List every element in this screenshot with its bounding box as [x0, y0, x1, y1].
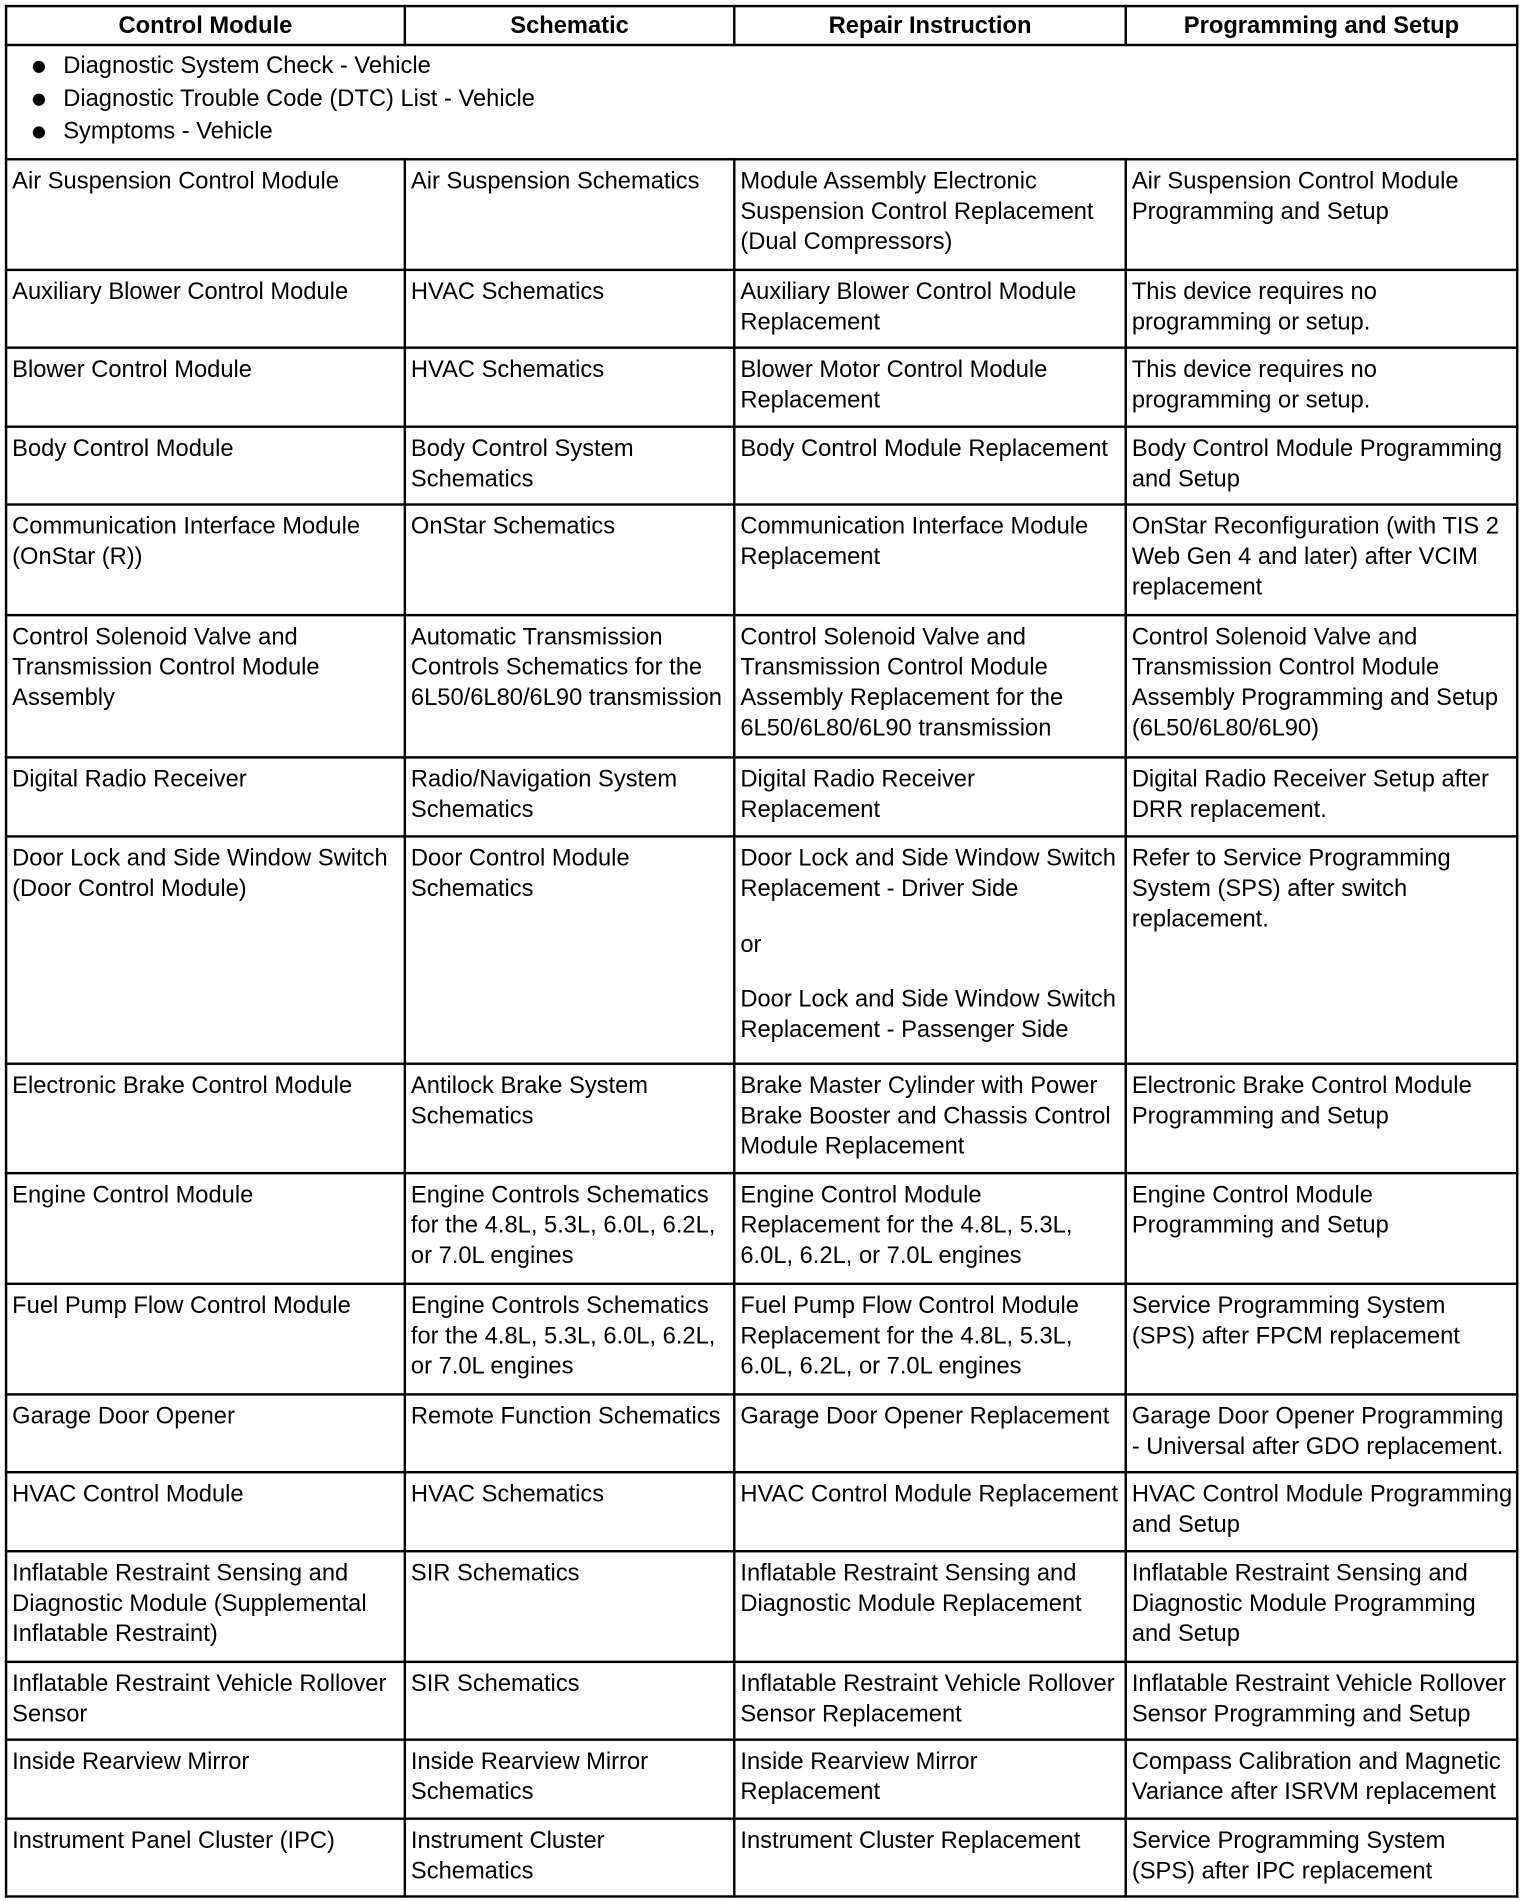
repair-cell: Body Control Module Replacement — [734, 426, 1125, 504]
table-row — [6, 1174, 1517, 1284]
table-row — [6, 270, 1517, 348]
programming-cell: Air Suspension Control Module Programming and Setup — [1126, 159, 1517, 269]
module-cell: Engine Control Module — [6, 1174, 405, 1284]
schematic-cell: Instrument Cluster Schematics — [405, 1818, 734, 1896]
table-row — [6, 1394, 1517, 1472]
repair-cell: Garage Door Opener Replacement — [734, 1394, 1125, 1472]
schematic-cell: Remote Function Schematics — [405, 1394, 734, 1472]
module-cell: Inside Rearview Mirror — [6, 1740, 405, 1818]
intro-row — [6, 45, 1517, 159]
module-cell: Inflatable Restraint Vehicle Rollover Sensor — [6, 1661, 405, 1739]
table-row — [6, 1473, 1517, 1551]
table-header-row — [6, 6, 1517, 45]
repair-cell: HVAC Control Module Replacement — [734, 1473, 1125, 1551]
programming-cell: Control Solenoid Valve and Transmission Control Module Assembly Programming and Setup (6L50/6L80/6L90) — [1126, 615, 1517, 758]
programming-cell: Inflatable Restraint Vehicle Rollover Sensor Programming and Setup — [1126, 1661, 1517, 1739]
repair-cell: Instrument Cluster Replacement — [734, 1818, 1125, 1896]
control-module-table — [5, 5, 1519, 1898]
module-cell: Control Solenoid Valve and Transmission Control Module Assembly — [6, 615, 405, 758]
table-row — [6, 1661, 1517, 1739]
module-cell: Inflatable Restraint Sensing and Diagnostic Module (Supplemental Inflatable Restraint) — [6, 1551, 405, 1661]
schematic-cell: HVAC Schematics — [405, 270, 734, 348]
bullet-icon — [33, 60, 45, 72]
table-row — [6, 1284, 1517, 1394]
programming-cell: Electronic Brake Control Module Programming and Setup — [1126, 1063, 1517, 1173]
intro-cell — [6, 45, 1517, 159]
or-separator: or — [740, 930, 762, 958]
table-row — [6, 159, 1517, 269]
schematic-cell: HVAC Schematics — [405, 1473, 734, 1551]
module-cell: Digital Radio Receiver — [6, 758, 405, 836]
programming-cell: Inflatable Restraint Sensing and Diagnostic Module Programming and Setup — [1126, 1551, 1517, 1661]
programming-cell: Service Programming System (SPS) after IPC replacement — [1126, 1818, 1517, 1896]
repair-cell: Module Assembly Electronic Suspension Control Replacement (Dual Compressors) — [734, 159, 1125, 269]
schematic-cell: SIR Schematics — [405, 1551, 734, 1661]
schematic-cell: Antilock Brake System Schematics — [405, 1063, 734, 1173]
module-cell: Auxiliary Blower Control Module — [6, 270, 405, 348]
table-row — [6, 348, 1517, 426]
list-item[interactable] — [12, 83, 1511, 116]
table-body — [6, 159, 1517, 1896]
schematic-cell: Engine Controls Schematics for the 4.8L, 5.3L, 6.0L, 6.2L, or 7.0L engines — [405, 1284, 734, 1394]
table-row — [6, 1551, 1517, 1661]
schematic-cell: Door Control Module Schematics — [405, 836, 734, 1063]
module-cell: Body Control Module — [6, 426, 405, 504]
module-cell: Blower Control Module — [6, 348, 405, 426]
table-row — [6, 1063, 1517, 1173]
repair-cell: Fuel Pump Flow Control Module Replacement for the 4.8L, 5.3L, 6.0L, 6.2L, or 7.0L engines — [734, 1284, 1125, 1394]
programming-cell: Service Programming System (SPS) after FPCM replacement — [1126, 1284, 1517, 1394]
programming-cell: Engine Control Module Programming and Setup — [1126, 1174, 1517, 1284]
schematic-cell: HVAC Schematics — [405, 348, 734, 426]
programming-cell: This device requires no programming or setup. — [1126, 270, 1517, 348]
table-row — [6, 758, 1517, 836]
symptoms-link[interactable]: Symptoms - Vehicle — [63, 117, 273, 145]
repair-cell: Inside Rearview Mirror Replacement — [734, 1740, 1125, 1818]
module-cell: Electronic Brake Control Module — [6, 1063, 405, 1173]
programming-cell: HVAC Control Module Programming and Setup — [1126, 1473, 1517, 1551]
repair-cell — [734, 836, 1125, 1063]
schematic-cell: Automatic Transmission Controls Schematics for the 6L50/6L80/6L90 transmission — [405, 615, 734, 758]
table-row — [6, 1818, 1517, 1896]
programming-cell: Digital Radio Receiver Setup after DRR replacement. — [1126, 758, 1517, 836]
module-cell: Communication Interface Module (OnStar (R)) — [6, 505, 405, 615]
schematic-cell: SIR Schematics — [405, 1661, 734, 1739]
dtc-list-link[interactable]: Diagnostic Trouble Code (DTC) List - Vehicle — [63, 85, 535, 112]
repair-cell: Auxiliary Blower Control Module Replacement — [734, 270, 1125, 348]
module-cell: Garage Door Opener — [6, 1394, 405, 1472]
schematic-cell: Body Control System Schematics — [405, 426, 734, 504]
repair-cell: Blower Motor Control Module Replacement — [734, 348, 1125, 426]
diagnostic-system-check-link[interactable]: Diagnostic System Check - Vehicle — [63, 52, 431, 80]
header-programming-setup: Programming and Setup — [1126, 6, 1517, 45]
module-cell: Instrument Panel Cluster (IPC) — [6, 1818, 405, 1896]
schematic-cell: Inside Rearview Mirror Schematics — [405, 1740, 734, 1818]
schematic-cell: Engine Controls Schematics for the 4.8L, 5.3L, 6.0L, 6.2L, or 7.0L engines — [405, 1174, 734, 1284]
programming-cell: Refer to Service Programming System (SPS) after switch replacement. — [1126, 836, 1517, 1063]
table-row — [6, 1740, 1517, 1818]
schematic-cell: Radio/Navigation System Schematics — [405, 758, 734, 836]
programming-cell: This device requires no programming or setup. — [1126, 348, 1517, 426]
table-row — [6, 836, 1517, 1063]
table-row — [6, 505, 1517, 615]
repair-option: Door Lock and Side Window Switch Replacement - Driver Side — [740, 844, 1116, 902]
bullet-icon — [33, 126, 45, 138]
repair-cell: Control Solenoid Valve and Transmission Control Module Assembly Replacement for the 6L50/6L80/6L90 transmission — [734, 615, 1125, 758]
programming-cell: Garage Door Opener Programming - Universal after GDO replacement. — [1126, 1394, 1517, 1472]
module-cell: Door Lock and Side Window Switch (Door Control Module) — [6, 836, 405, 1063]
repair-cell: Inflatable Restraint Sensing and Diagnostic Module Replacement — [734, 1551, 1125, 1661]
repair-cell: Communication Interface Module Replacement — [734, 505, 1125, 615]
repair-cell: Brake Master Cylinder with Power Brake Booster and Chassis Control Module Replacement — [734, 1063, 1125, 1173]
repair-option: Door Lock and Side Window Switch Replacement - Passenger Side — [740, 985, 1116, 1043]
repair-cell: Digital Radio Receiver Replacement — [734, 758, 1125, 836]
repair-cell: Engine Control Module Replacement for the 4.8L, 5.3L, 6.0L, 6.2L, or 7.0L engines — [734, 1174, 1125, 1284]
programming-cell: Compass Calibration and Magnetic Variance after ISRVM replacement — [1126, 1740, 1517, 1818]
repair-cell: Inflatable Restraint Vehicle Rollover Sensor Replacement — [734, 1661, 1125, 1739]
programming-cell: OnStar Reconfiguration (with TIS 2 Web Gen 4 and later) after VCIM replacement — [1126, 505, 1517, 615]
programming-cell: Body Control Module Programming and Setup — [1126, 426, 1517, 504]
module-cell: Fuel Pump Flow Control Module — [6, 1284, 405, 1394]
bullet-icon — [33, 93, 45, 105]
list-item[interactable] — [12, 50, 1511, 83]
list-item[interactable] — [12, 115, 1511, 148]
table-row — [6, 615, 1517, 758]
module-cell: Air Suspension Control Module — [6, 159, 405, 269]
header-repair-instruction: Repair Instruction — [734, 6, 1125, 45]
header-schematic: Schematic — [405, 6, 734, 45]
schematic-cell: Air Suspension Schematics — [405, 159, 734, 269]
schematic-cell: OnStar Schematics — [405, 505, 734, 615]
diagnostic-links-list — [12, 50, 1511, 148]
header-control-module: Control Module — [6, 6, 405, 45]
table-row — [6, 426, 1517, 504]
module-cell: HVAC Control Module — [6, 1473, 405, 1551]
